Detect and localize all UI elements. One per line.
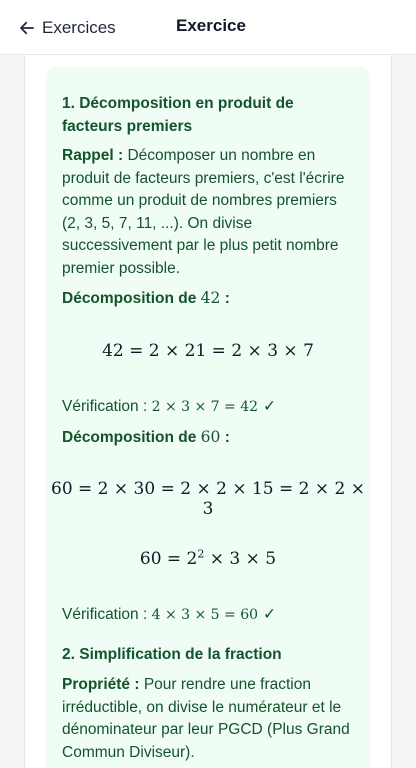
propriete-paragraph [62,674,358,764]
check-icon: ✓ [258,397,276,415]
decomp42-heading [62,287,358,311]
eq60b-right: × 3 × 5 [204,549,277,569]
verif42-expr: 2 × 3 × 7 = 42 [151,399,259,415]
exercise-sheet [24,55,392,768]
verification-42 [62,395,358,419]
verification-60 [62,603,358,627]
verif60-label: Vérification : [62,606,152,623]
section2-heading: 2. Simplification de la fraction [62,646,282,663]
content-area[interactable] [0,55,416,768]
decomp42-colon: : [220,290,230,307]
propriete-label: Propriété : [62,676,140,693]
equation-42: 42 = 2 × 21 = 2 × 3 × 7 [102,341,314,361]
eq60b-left: 60 = 2 [139,549,198,569]
decomp42-label: Décomposition de [62,290,201,307]
decomp60-colon: : [220,429,230,446]
section1-heading: 1. Décomposition en produit de facteurs premiers [62,95,294,135]
decomp60-heading [62,426,358,450]
arrow-left-icon [18,19,36,37]
decomp60-label: Décomposition de [62,429,201,446]
eq60b-exponent: 2 [197,547,205,561]
verif42-label: Vérification : [62,398,152,415]
verif60-expr: 4 × 3 × 5 = 60 [151,607,259,623]
back-label: Exercices [42,18,116,37]
propriete-text: Pour rendre une fraction irréductible, on divise le numérateur et le dénominateur par leur PGCD (Plus Grand Commun Diviseur). [62,676,350,761]
decomp42-number: 42 [200,289,221,307]
check-icon-2: ✓ [258,605,276,623]
equation-60-powers [46,549,370,569]
top-bar [0,0,416,55]
decomp60-number: 60 [200,428,221,446]
equation-60-steps: 60 = 2 × 30 = 2 × 2 × 15 = 2 × 2 × 3 [51,479,365,519]
rappel-paragraph [62,145,358,280]
back-button[interactable] [18,14,116,42]
rappel-text: Décomposer un nombre en produit de facteurs premiers, c'est l'écrire comme un produit de nombres premiers (2, 3, 5, 7, 11, ...). On divise successivement par le plus petit nombre premier possible. [62,147,345,277]
solution-card [46,67,370,768]
rappel-label: Rappel : [62,147,124,164]
page-title: Exercice [176,16,246,35]
